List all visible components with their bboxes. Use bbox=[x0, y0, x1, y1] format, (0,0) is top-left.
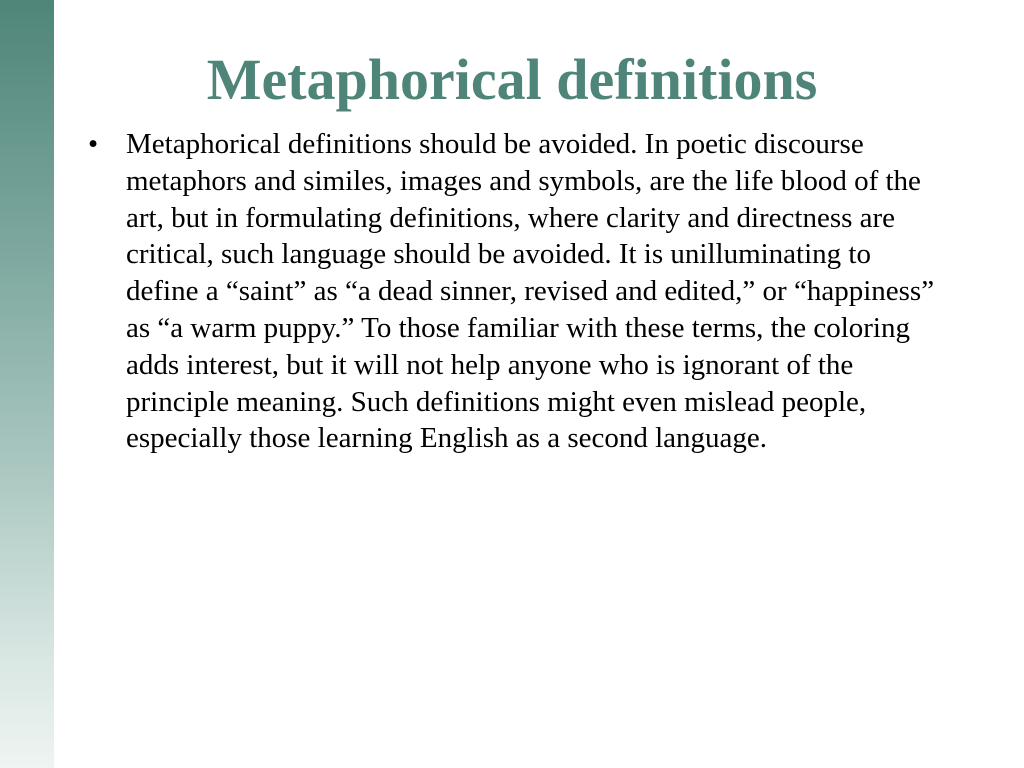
slide-title: Metaphorical definitions bbox=[206, 47, 818, 112]
decorative-side-bar bbox=[0, 0, 54, 768]
bullet-list bbox=[88, 126, 948, 457]
bullet-marker: • bbox=[88, 128, 99, 160]
bullet-text: Metaphorical definitions should be avoided. In poetic discourse metaphors and similes, images and symbols, are the life blood of the art, but in formulating definitions, where clarity and directness are critical, such language should be avoided. It is unilluminating to define a “saint” as “a dead sinner, revised and edited,” or “happiness” as “a warm puppy.” To those familiar with these terms, the coloring adds interest, but it will not help anyone who is ignorant of the principle meaning. Such definitions might even mislead people, especially those learning English as a second language. bbox=[126, 128, 935, 455]
bullet-item bbox=[88, 126, 948, 457]
